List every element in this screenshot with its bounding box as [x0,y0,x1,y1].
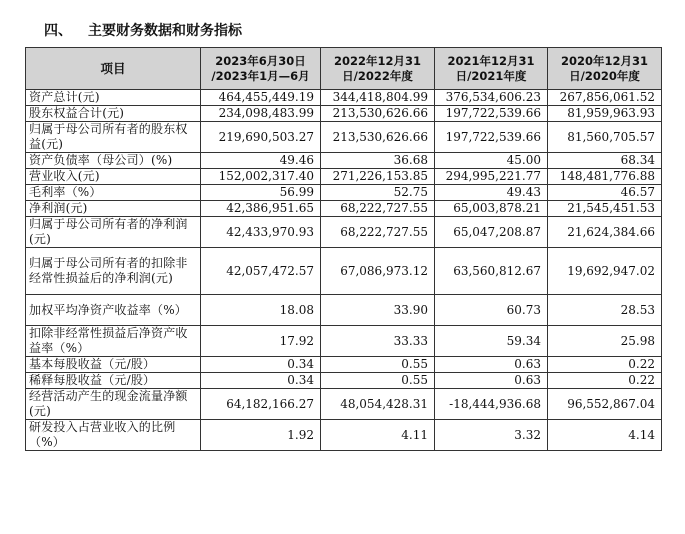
row-label: 基本每股收益（元/股） [26,357,201,373]
row-value: 21,545,451.53 [548,201,662,217]
table-row [26,201,662,217]
row-label: 归属于母公司所有者的扣除非经常性损益后的净利润(元) [26,248,201,295]
row-value: 25.98 [548,326,662,357]
row-value: 0.22 [548,373,662,389]
row-value: 28.53 [548,295,662,326]
table-row [26,389,662,420]
table-row [26,248,662,295]
table-row [26,357,662,373]
row-value: 65,047,208.87 [435,217,548,248]
row-value: 267,856,061.52 [548,90,662,106]
row-value: 0.55 [321,357,435,373]
row-value: 0.63 [435,357,548,373]
row-value: 81,959,963.93 [548,106,662,122]
row-value: 33.33 [321,326,435,357]
header-period-2020 [548,48,662,90]
row-value: 60.73 [435,295,548,326]
table-row [26,295,662,326]
table-row [26,373,662,389]
table-row [26,122,662,153]
row-label: 毛利率（%） [26,185,201,201]
row-value: 4.14 [548,420,662,451]
row-value: 197,722,539.66 [435,106,548,122]
section-title: 主要财务数据和财务指标 [88,23,242,39]
table-row [26,185,662,201]
header-period-2021 [435,48,548,90]
table-row [26,153,662,169]
header-period-line2: 日/2022年度 [342,68,413,83]
row-value: 81,560,705.57 [548,122,662,153]
header-period-line1: 2023年6月30日 [215,53,306,68]
section-heading [44,20,242,40]
header-period-line1: 2020年12月31 [560,53,648,68]
row-value: 0.34 [201,373,321,389]
row-value: 45.00 [435,153,548,169]
row-value: 376,534,606.23 [435,90,548,106]
row-label: 经营活动产生的现金流量净额(元) [26,389,201,420]
row-value: 68,222,727.55 [321,201,435,217]
row-value: 42,386,951.65 [201,201,321,217]
row-value: 33.90 [321,295,435,326]
row-label: 加权平均净资产收益率（%） [26,295,201,326]
row-value: 19,692,947.02 [548,248,662,295]
header-period-2022 [321,48,435,90]
header-period-line2: 日/2021年度 [455,68,527,83]
row-label: 归属于母公司所有者的净利润(元) [26,217,201,248]
row-value: 59.34 [435,326,548,357]
row-value: 152,002,317.40 [201,169,321,185]
row-value: -18,444,936.68 [435,389,548,420]
row-value: 46.57 [548,185,662,201]
row-value: 4.11 [321,420,435,451]
row-value: 52.75 [321,185,435,201]
row-value: 219,690,503.27 [201,122,321,153]
row-label: 营业收入(元) [26,169,201,185]
row-value: 68.34 [548,153,662,169]
table-row [26,90,662,106]
table-header-row [26,48,662,90]
row-label: 资产负债率（母公司）(%) [26,153,201,169]
row-value: 42,057,472.57 [201,248,321,295]
header-period-line1: 2022年12月31 [333,53,421,68]
row-value: 36.68 [321,153,435,169]
table-row [26,420,662,451]
row-value: 234,098,483.99 [201,106,321,122]
row-value: 21,624,384.66 [548,217,662,248]
row-label: 研发投入占营业收入的比例（%） [26,420,201,451]
row-value: 148,481,776.88 [548,169,662,185]
row-value: 464,455,449.19 [201,90,321,106]
header-period-line2: 日/2020年度 [569,68,640,83]
row-label: 股东权益合计(元) [26,106,201,122]
financial-data-table [25,47,662,451]
row-label: 稀释每股收益（元/股） [26,373,201,389]
row-value: 18.08 [201,295,321,326]
row-value: 42,433,970.93 [201,217,321,248]
row-value: 65,003,878.21 [435,201,548,217]
table-row [26,106,662,122]
row-label: 扣除非经常性损益后净资产收益率（%） [26,326,201,357]
row-value: 56.99 [201,185,321,201]
row-value: 1.92 [201,420,321,451]
row-value: 63,560,812.67 [435,248,548,295]
row-label: 归属于母公司所有者的股东权益(元) [26,122,201,153]
row-label: 净利润(元) [26,201,201,217]
row-value: 213,530,626.66 [321,122,435,153]
row-value: 49.43 [435,185,548,201]
row-label: 资产总计(元) [26,90,201,106]
row-value: 96,552,867.04 [548,389,662,420]
row-value: 294,995,221.77 [435,169,548,185]
row-value: 0.63 [435,373,548,389]
row-value: 64,182,166.27 [201,389,321,420]
row-value: 0.22 [548,357,662,373]
row-value: 213,530,626.66 [321,106,435,122]
header-period-line1: 2021年12月31 [447,53,535,68]
row-value: 3.32 [435,420,548,451]
row-value: 0.55 [321,373,435,389]
row-value: 0.34 [201,357,321,373]
row-value: 197,722,539.66 [435,122,548,153]
row-value: 271,226,153.85 [321,169,435,185]
table-row [26,326,662,357]
header-period-2023h1 [201,48,321,90]
header-item: 项目 [26,48,201,90]
row-value: 344,418,804.99 [321,90,435,106]
row-value: 68,222,727.55 [321,217,435,248]
header-period-line2: /2023年1月—6月 [211,68,310,83]
row-value: 48,054,428.31 [321,389,435,420]
section-number: 四、 [44,23,72,39]
table-row [26,169,662,185]
row-value: 67,086,973.12 [321,248,435,295]
table-row [26,217,662,248]
row-value: 49.46 [201,153,321,169]
row-value: 17.92 [201,326,321,357]
